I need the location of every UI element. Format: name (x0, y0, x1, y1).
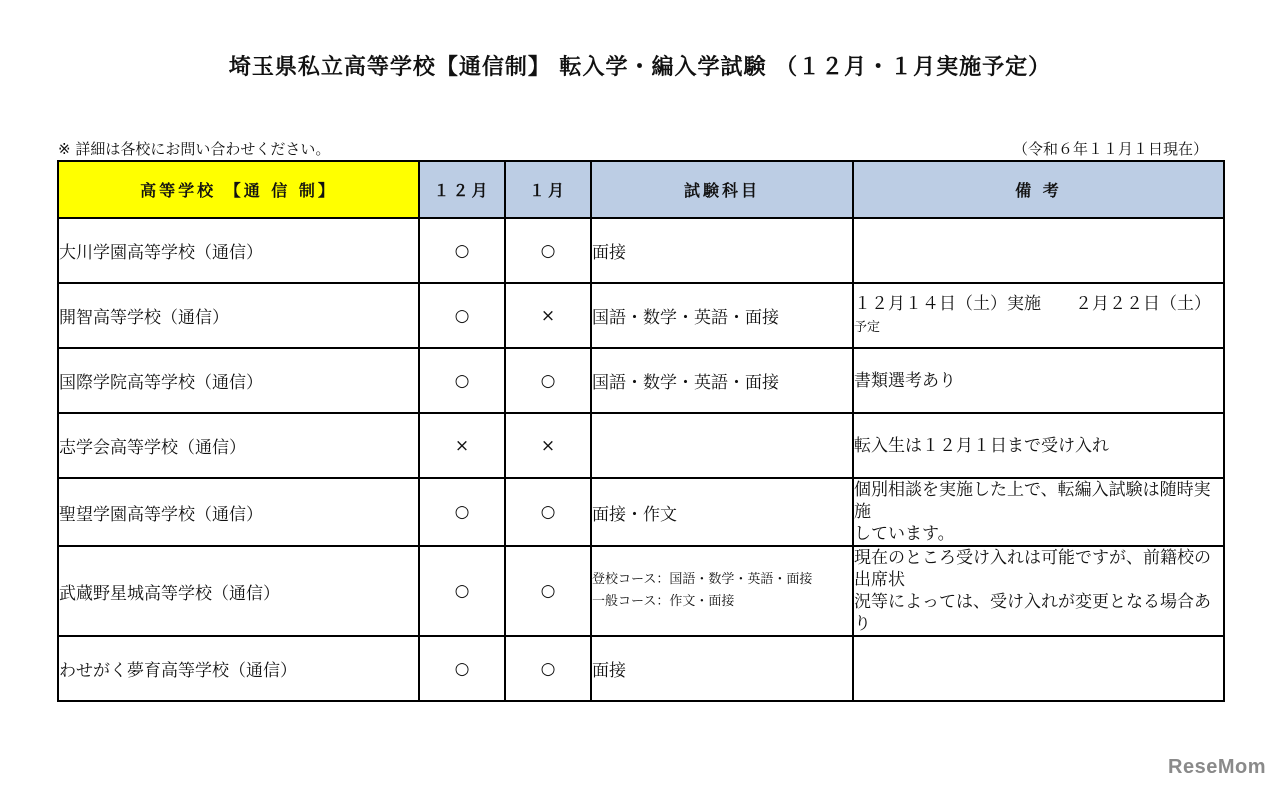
school-name: 国際学院高等学校（通信） (58, 348, 419, 413)
page-title: 埼玉県私立高等学校【通信制】 転入学・編入学試験 （１２月・１月実施予定） (228, 55, 1052, 80)
school-name: 武蔵野星城高等学校（通信） (58, 546, 419, 636)
remark-suffix: 予定 (854, 319, 881, 335)
table-row (58, 348, 1224, 413)
table-row (58, 478, 1224, 546)
table-row (58, 546, 1224, 636)
header-december: １２月 (419, 161, 505, 218)
table-header-row (58, 161, 1224, 218)
school-name: 大川学園高等学校（通信） (58, 218, 419, 283)
header-remarks: 備 考 (853, 161, 1224, 218)
remarks: 転入生は１２月１日まで受け入れ (853, 413, 1224, 478)
december-mark: ○ (419, 546, 505, 636)
december-mark: ○ (419, 218, 505, 283)
january-mark: × (505, 413, 591, 478)
january-mark: ○ (505, 478, 591, 546)
table-row (58, 413, 1224, 478)
subject-line-2: 一般コース：作文・面接 (592, 594, 735, 609)
january-mark: × (505, 283, 591, 348)
header-subjects: 試験科目 (591, 161, 853, 218)
remark-text: １２月１４日（土）実施 ２月２２日（土） (854, 293, 1211, 314)
remarks (853, 546, 1224, 636)
december-mark: ○ (419, 636, 505, 701)
remark-line-2: しています。 (854, 524, 955, 544)
remark-line-2: 況等によっては、受け入れが変更となる場合あり (854, 592, 1211, 634)
exam-subjects: 面接・作文 (591, 478, 853, 546)
school-name: 志学会高等学校（通信） (58, 413, 419, 478)
january-mark: ○ (505, 218, 591, 283)
remarks (853, 218, 1224, 283)
exam-subjects (591, 413, 853, 478)
remark-line-1: 現在のところ受け入れは可能ですが、前籍校の出席状 (854, 548, 1211, 590)
table-row (58, 283, 1224, 348)
january-mark: ○ (505, 348, 591, 413)
december-mark: × (419, 413, 505, 478)
december-mark: ○ (419, 478, 505, 546)
school-name: 開智高等学校（通信） (58, 283, 419, 348)
table-row (58, 218, 1224, 283)
table-row (58, 636, 1224, 701)
exam-subjects: 国語・数学・英語・面接 (591, 348, 853, 413)
subject-line-1: 登校コース：国語・数学・英語・面接 (592, 572, 813, 587)
header-january: １月 (505, 161, 591, 218)
remarks: 書類選考あり (853, 348, 1224, 413)
december-mark: ○ (419, 348, 505, 413)
exam-subjects: 面接 (591, 636, 853, 701)
december-mark: ○ (419, 283, 505, 348)
exam-subjects: 国語・数学・英語・面接 (591, 283, 853, 348)
january-mark: ○ (505, 636, 591, 701)
as-of-date: （令和６年１１月１日現在） (1012, 140, 1208, 158)
remarks (853, 283, 1224, 348)
exam-schedule-table (57, 160, 1225, 702)
school-name: 聖望学園高等学校（通信） (58, 478, 419, 546)
remark-line-1: 個別相談を実施した上で、転編入試験は随時実施 (854, 480, 1211, 522)
exam-subjects: 面接 (591, 218, 853, 283)
note-text: ※ 詳細は各校にお問い合わせください。 (58, 140, 331, 158)
january-mark: ○ (505, 546, 591, 636)
exam-subjects (591, 546, 853, 636)
school-name: わせがく夢育高等学校（通信） (58, 636, 419, 701)
remarks (853, 478, 1224, 546)
header-school: 高等学校 【通 信 制】 (58, 161, 419, 218)
remarks (853, 636, 1224, 701)
resemom-logo: ReseMom (1168, 756, 1266, 778)
